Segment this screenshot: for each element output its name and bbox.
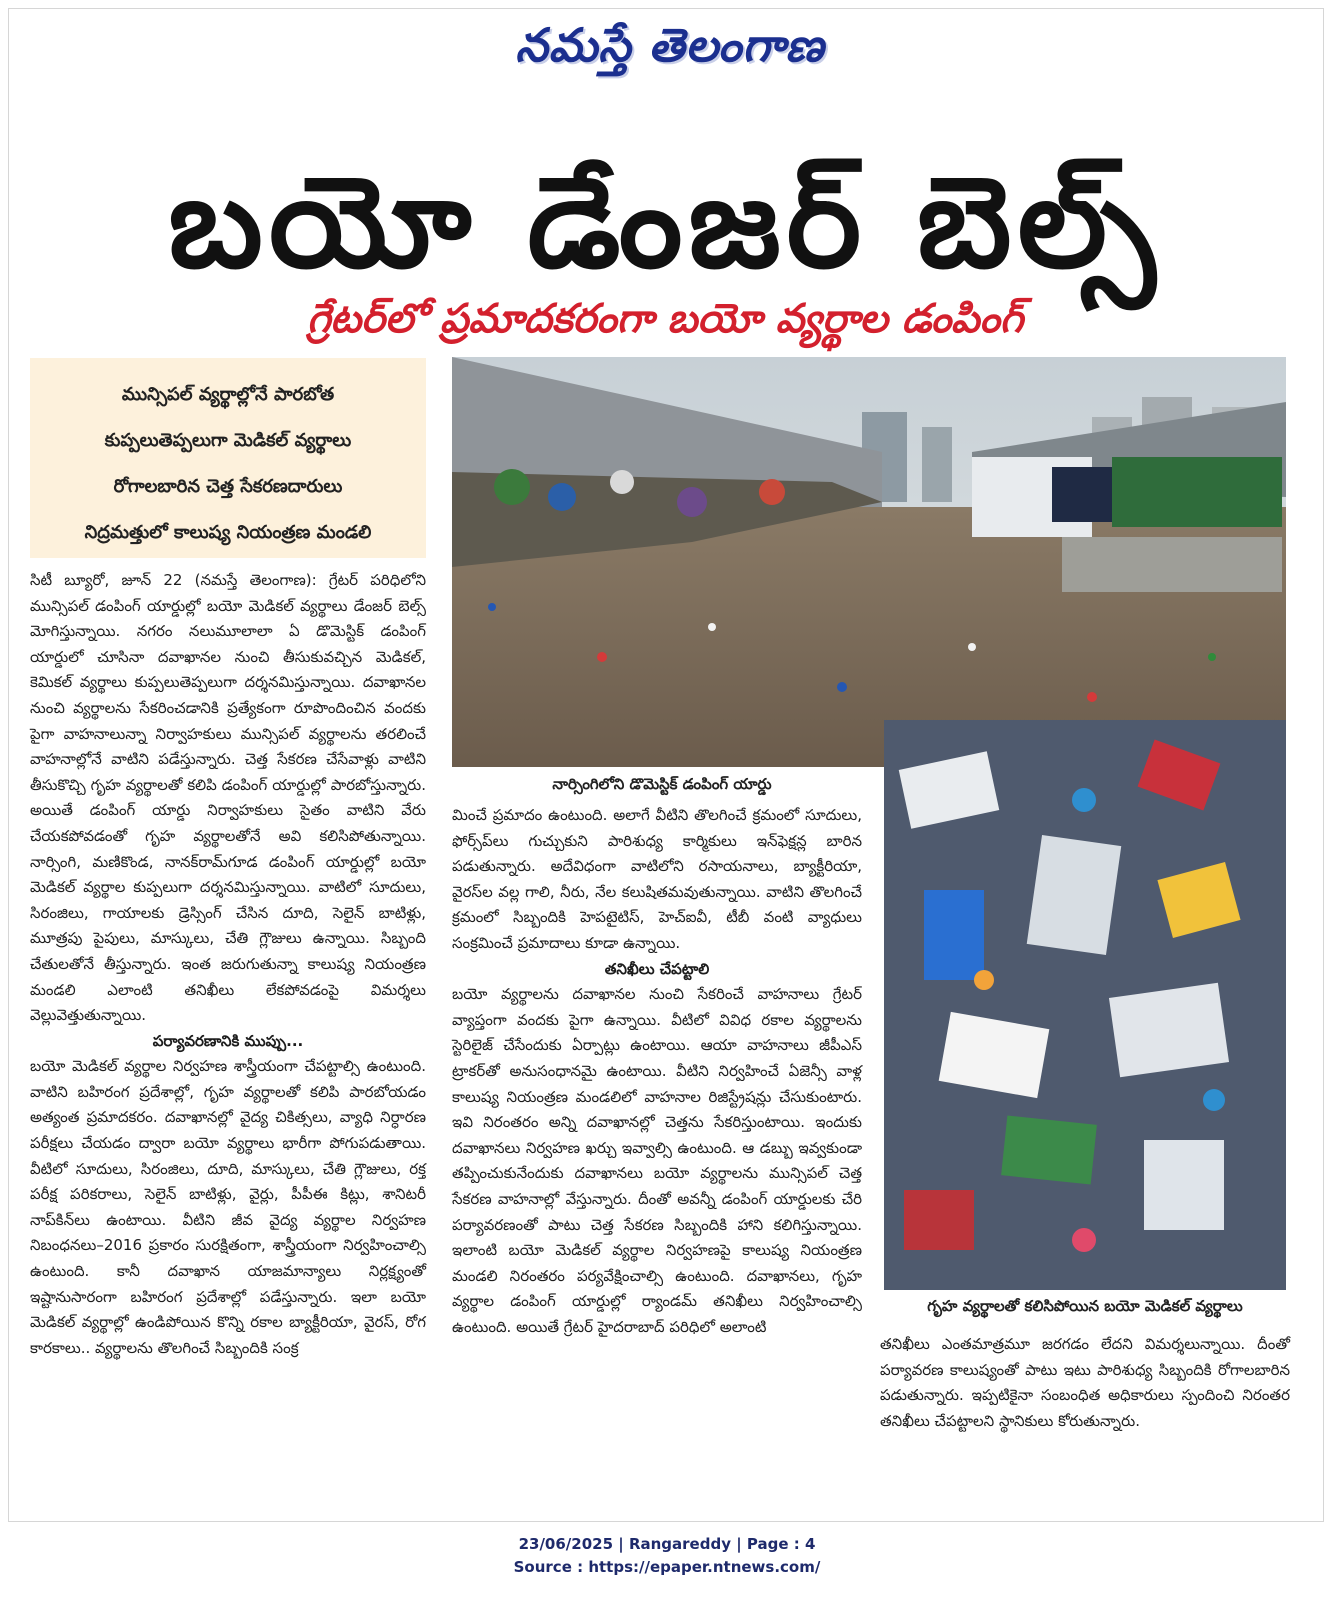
footer-source: Source : https://epaper.ntnews.com/ [513, 1558, 821, 1576]
footer-date-edition: 23/06/2025 | Rangareddy | Page : 4 [518, 1535, 816, 1553]
subheadline: గ్రేటర్‌లో ప్రమాదకరంగా బయో వ్యర్థాల డంపింగ్ [306, 295, 1024, 342]
highlight-item: రోగాలబారిన చెత్త సేకరణదారులు [113, 476, 343, 497]
article-paragraph: తనిఖీలు ఎంతమాత్రమూ జరగడం లేదని విమర్శలున్నాయి. దీంతో పర్యావరణ కాలుష్యంతో పాటు ఇటు పారిశుధ్య సిబ్బందికి రోగాలబారిన పడుతున్నారు. ఇప్పటికైనా సంబంధిత అధికారులు స్పందించి నిరంతర తనిఖీలు చేపట్టాలని స్థానికులు కోరుతున్నారు. [880, 1335, 1290, 1430]
dumping-yard-photo [452, 357, 1286, 767]
article-column-2 [452, 803, 862, 1340]
highlight-item: మున్సిపల్ వ్యర్థాల్లోనే పారబోత [121, 384, 335, 405]
article-subheading: పర్యావరణానికి ముప్పు... [152, 1031, 304, 1050]
article-paragraph: సిటీ బ్యూరో, జూన్ 22 (నమస్తే తెలంగాణ): గ్రేటర్ పరిధిలోని మున్సిపల్ డంపింగ్ యార్డుల్లో బయో మెడికల్ వ్యర్థాలు డేంజర్ బెల్స్ మోగిస్తున్నాయి. నగరం నలుమూలాలా ఏ డొమెస్టిక్ డంపింగ్ యార్డులో చూసినా దవాఖానల నుంచి తీసుకువచ్చిన మెడికల్, కెమికల్ వ్యర్థాలు కుప్పలుతెప్పలుగా దర్శనమిస్తున్నాయి. దవాఖానల నుంచి వ్యర్థాలను సేకరించడానికి ప్రత్యేకంగా రూపొందించిన వందకు పైగా వాహనాలున్నా నిర్వాహకులు మున్సిపల్ వ్యర్థాలను తరలించే వాహనాల్లోనే వాటిని పడేస్తున్నారు. చెత్త సేకరణ చేసేవాళ్లు వాటిని తీసుకొచ్చి గృహ వ్యర్థాలతో కలిపి డంపింగ్ యార్డుల్లో పారబోస్తున్నారు. అయితే డంపింగ్ యార్డు నిర్వాహకులు సైతం వాటిని వేరు చేయకపోవడంతో గృహ వ్యర్థాలతోనే అవి కలిసిపోతున్నాయి. నార్సింగి, మణికొండ, నానక్‌రామ్‌గూడ డంపింగ్ యార్డుల్లో బయో మెడికల్ వ్యర్థాల కుప్పలుగా దర్శనమిస్తున్నాయి. వాటిలో సూదులు, సిరంజిలు, గాయాలకు డ్రెస్సింగ్ చేసిన దూది, సెలైన్ బాటిళ్లు, మూత్రపు పైపులు, మాస్కులు, చేతి గ్లౌజులు ఉన్నాయి. సిబ్బంది చేతులతోనే తీస్తున్నారు. ఇంత జరుగుతున్నా కాలుష్య నియంత్రణ మండలి ఎలాంటి తనిఖీలు లేకపోవడంపై విమర్శలు వెల్లువెత్తుతున్నాయి. [30, 571, 426, 1025]
highlight-item: కుప్పలుతెప్పలుగా మెడికల్ వ్యర్థాలు [104, 430, 352, 451]
article-paragraph: బయో మెడికల్ వ్యర్థాల నిర్వహణ శాస్త్రీయంగా చేపట్టాల్సి ఉంటుంది. వాటిని బహిరంగ ప్రదేశాల్లో, గృహ వ్యర్థాలతో కలిపి పారబోయడం అత్యంత ప్రమాదకరం. దవాఖానల్లో వైద్య చికిత్సలు, వ్యాధి నిర్ధారణ పరీక్షలు చేయడం ద్వారా బయో వ్యర్థాలు భారీగా పోగుపడుతాయి. వీటిలో సూదులు, సిరంజిలు, దూది, మాస్కులు, చేతి గ్లౌజులు, రక్త పరీక్ష పరికరాలు, సెలైన్ బాటిళ్లు, వైర్లు, పీపీఈ కిట్లు, శానిటరీ నాప్‌కిన్‌లు ఉంటాయి. వీటిని జీవ వైద్య వ్యర్థాల నిర్వహణ నిబంధనలు–2016 ప్రకారం సురక్షితంగా, శాస్త్రీయంగా నిర్వహించాల్సి ఉంటుంది. కానీ దవాఖాన యాజమాన్యాలు నిర్లక్ష్యంతో ఇష్టానుసారంగా బహిరంగ ప్రదేశాల్లో పడేస్తున్నారు. ఇలా బయో మెడికల్ వ్యర్థాల్లో ఉండిపోయిన కొన్ని రకాల బ్యాక్టీరియా, వైరస్, రోగ కారకాలు.. వ్యర్థాలను తొలగించే సిబ్బందికి సంక్ర [30, 1057, 426, 1357]
bottom-photo-caption: గృహ వ్యర్థాలతో కలిసిపోయిన బయో మెడికల్ వ్యర్థాలు [927, 1297, 1243, 1315]
newspaper-masthead: నమస్తే తెలంగాణ [515, 18, 825, 72]
highlights-box [30, 358, 426, 558]
top-photo-caption: నార్సింగిలోని డొమెస్టిక్ డంపింగ్ యార్డు [552, 775, 772, 793]
article-column-1 [30, 568, 426, 1361]
article-subheading: తనిఖీలు చేపట్టాలి [604, 959, 710, 978]
article-paragraph: మించే ప్రమాదం ఉంటుంది. అలాగే వీటిని తొలగించే క్రమంలో సూదులు, ఫోర్స్‌ప్‌లు గుచ్చుకుని పారిశుధ్య కార్మికులు ఇన్‌ఫెక్షన్ల బారిన పడుతున్నారు. అదేవిధంగా వాటిలోని రసాయనాలు, బ్యాక్టీరియా, వైరస్‌ల వల్ల గాలి, నీరు, నేల కలుషితమవుతున్నాయి. వాటిని తొలగించే క్రమంలో సిబ్బందికి హెపటైటిస్, హెచ్‌ఐవీ, టీబీ వంటి వ్యాధులు సంక్రమించే ప్రమాదాలు కూడా ఉన్నాయి. [452, 806, 862, 952]
article-paragraph: బయో వ్యర్థాలను దవాఖానల నుంచి సేకరించే వాహనాలు గ్రేటర్ వ్యాప్తంగా వందకు పైగా ఉన్నాయి. వీటిలో వివిధ రకాల వ్యర్థాలను స్టెరిలైజ్ చేసేందుకు ఏర్పాట్లు ఉంటాయి. ఆయా వాహనాలు జీపీఎస్ ట్రాకర్‌తో అనుసంధానమై ఉంటాయి. వీటిని నిర్వహించే ఏజెన్సీ వాళ్ల కాలుష్య నియంత్రణ మండలిలో వాహనాల రిజిస్ట్రేషన్లు చేసుకుంటారు. ఇవి నిరంతరం అన్ని దవాఖానల్లో చెత్తను సేకరిస్తుంటాయి. ఇందుకు దవాఖానలు నిర్వహణ ఖర్చు ఇవ్వాల్సి ఉంటుంది. ఆ డబ్బు ఇవ్వకుండా తప్పించుకునేందుకు దవాఖానలు బయో వ్యర్థాలను మున్సిపల్ చెత్త సేకరణ వాహనాల్లో వేస్తున్నారు. దీంతో అవన్నీ డంపింగ్ యార్డులకు చేరి పర్యావరణంతో పాటు చెత్త సేకరణ సిబ్బందికి హాని కలిగిస్తున్నాయి. ఇలాంటి బయో మెడికల్ వ్యర్థాల నిర్వహణపై కాలుష్య నియంత్రణ మండలి నిరంతరం పర్యవేక్షించాల్సి ఉంటుంది. దవాఖానలు, గృహ వ్యర్థాల డంపింగ్ యార్డుల్లో ర్యాండమ్ తనిఖీలు నిర్వహించాల్సి ఉంటుంది. అయితే గ్రేటర్ హైదరాబాద్ పరిధిలో అలాంటి [452, 985, 862, 1336]
medical-waste-photo [884, 720, 1286, 1290]
headline: బయో డేంజర్ బెల్స్ [168, 149, 1162, 296]
article-column-3 [880, 1332, 1290, 1434]
highlight-item: నిద్రమత్తులో కాలుష్య నియంత్రణ మండలి [84, 522, 372, 543]
